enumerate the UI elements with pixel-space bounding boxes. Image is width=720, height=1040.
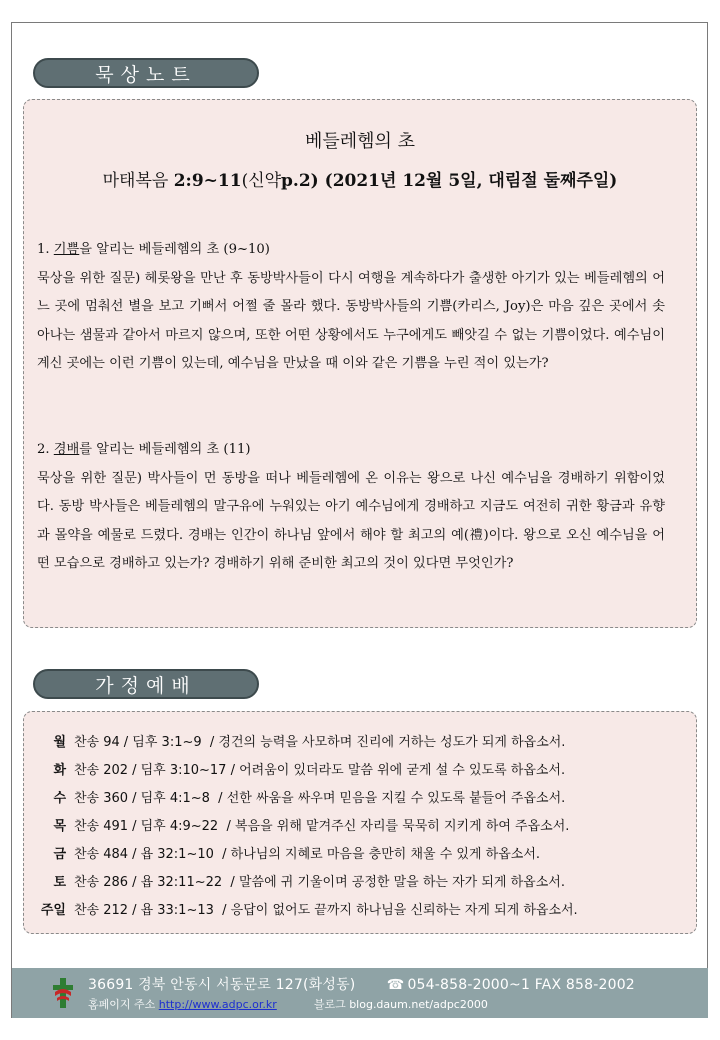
worship-row-thursday	[30, 810, 690, 838]
scripture-ref: / 욥 33:1~13	[132, 902, 214, 918]
subtitle-reference: 2:9~11	[173, 171, 242, 191]
subtitle-page: p.2)	[281, 171, 319, 191]
day-label: 금	[53, 846, 66, 862]
point-2-heading	[37, 436, 665, 465]
point-1-number: 1.	[37, 242, 54, 257]
worship-row-saturday	[30, 866, 690, 894]
scripture-ref: / 딤후 3:1~9	[123, 734, 202, 750]
day-label: 수	[53, 790, 66, 806]
church-address: 36691 경북 안동시 서동문로 127(화성동)	[88, 977, 356, 993]
scripture-ref: / 욥 32:1~10	[132, 846, 214, 862]
point-2-keyword: 경배	[53, 442, 80, 457]
day-label: 목	[53, 818, 66, 834]
fax-number: FAX 858-2002	[534, 977, 635, 993]
hymn-number: 찬송 202	[74, 762, 129, 778]
point-1-keyword: 기쁨	[53, 242, 80, 257]
meditation-subtitle	[23, 166, 697, 191]
hymn-number: 찬송 94	[74, 734, 120, 750]
subtitle-testament: (신약	[241, 171, 282, 191]
hymn-number: 찬송 212	[74, 902, 129, 918]
point-1-body: 묵상을 위한 질문) 헤롯왕을 만난 후 동방박사들이 다시 여행을 계속하다가 출생한 아기가 있는 베들레헴의 어느 곳에 멈춰선 별을 보고 기뻐서 어쩔 줄 몰라 했다. 동방박사들의 기쁨(카리스, Joy)은 마음 깊은 곳에서 솟아나는 샘물과 같아서 마르지 않으며, 또한 어떤 상황에서도 누구에게도 빼앗길 수 없는 기쁨이었다. 예수님이 계신 곳에는 이런 기쁨이 있는데, 예수님을 만났을 때 이와 같은 기쁨을 누린 적이 있는가?	[37, 270, 665, 371]
scripture-ref: / 딤후 3:10~17	[132, 762, 227, 778]
family-worship-schedule	[30, 726, 690, 922]
prayer-text: / 어려움이 있더라도 말씀 위에 굳게 설 수 있도록 하옵소서.	[226, 762, 566, 778]
family-worship-section-label: 가정예배	[95, 674, 197, 697]
prayer-text: / 선한 싸움을 싸우며 믿음을 지킬 수 있도록 붙들어 주옵소서.	[209, 790, 566, 806]
church-footer	[12, 968, 708, 1018]
subtitle-date: (2021년 12월 5일, 대림절 둘째주일)	[318, 171, 618, 191]
point-1-heading	[37, 236, 665, 265]
scripture-ref: / 딤후 4:9~22	[132, 818, 219, 834]
prayer-text: / 하나님의 지혜로 마음을 충만히 채울 수 있게 하옵소서.	[213, 846, 541, 862]
subtitle-book: 마태복음	[102, 171, 174, 191]
day-label: 토	[53, 874, 66, 890]
prayer-text: / 말씀에 귀 기울이며 공정한 말을 하는 자가 되게 하옵소서.	[222, 874, 565, 890]
hymn-number: 찬송 484	[74, 846, 129, 862]
day-label: 화	[53, 762, 66, 778]
day-label: 월	[53, 734, 66, 750]
hymn-number: 찬송 491	[74, 818, 129, 834]
footer-links-line	[88, 996, 488, 1012]
day-label: 주일	[40, 902, 66, 918]
scripture-ref: / 욥 32:11~22	[132, 874, 223, 890]
prayer-text: / 경건의 능력을 사모하며 진리에 거하는 성도가 되게 하옵소서.	[201, 734, 566, 750]
prayer-text: / 응답이 없어도 끝까지 하나님을 신뢰하는 자게 되게 하옵소서.	[213, 902, 578, 918]
phone-icon: ☎	[386, 977, 405, 993]
point-2-body: 묵상을 위한 질문) 박사들이 먼 동방을 떠나 베들레헴에 온 이유는 왕으로 나신 예수님을 경배하기 위함이었다. 동방 박사들은 베들레헴의 말구유에 누워있는 아기 예수님에게 경배하고 지금도 여전히 귀한 황금과 유향과 몰약을 예물로 드렸다. 경배는 인간이 하나님 앞에서 해야 할 최고의 예(禮)이다. 왕으로 오신 예수님을 어떤 모습으로 경배하고 있는가? 경배하기 위해 준비한 최고의 것이 있다면 무엇인가?	[37, 470, 665, 571]
phone-number: 054-858-2000~1	[407, 977, 531, 993]
meditation-section-header	[33, 58, 259, 88]
hymn-number: 찬송 286	[74, 874, 129, 890]
point-1-heading-text: 을 알리는 베들레헴의 초 (9~10)	[79, 242, 270, 257]
worship-row-wednesday	[30, 782, 690, 810]
homepage-link[interactable]: http://www.adpc.or.kr	[158, 998, 277, 1011]
worship-row-friday	[30, 838, 690, 866]
meditation-point-2	[37, 436, 665, 579]
point-2-heading-text: 를 알리는 베들레헴의 초 (11)	[79, 442, 251, 457]
meditation-section-label: 묵상노트	[95, 63, 197, 86]
point-2-number: 2.	[37, 442, 54, 457]
family-worship-section-header	[33, 669, 259, 699]
hymn-number: 찬송 360	[74, 790, 129, 806]
meditation-point-1	[37, 236, 665, 379]
prayer-text: / 복음을 위해 맡겨주신 자리를 묵묵히 지키게 하여 주옵소서.	[218, 818, 570, 834]
worship-row-sunday	[30, 894, 690, 922]
footer-contact-line	[88, 974, 635, 994]
worship-row-tuesday	[30, 754, 690, 782]
blog-link[interactable]: blog.daum.net/adpc2000	[349, 998, 488, 1011]
meditation-title: 베들레헴의 초	[304, 131, 416, 152]
church-cross-logo-icon	[49, 976, 77, 1010]
homepage-label: 홈페이지 주소	[88, 998, 159, 1011]
scripture-ref: / 딤후 4:1~8	[132, 790, 210, 806]
blog-label: 블로그	[313, 998, 350, 1011]
worship-row-monday	[30, 726, 690, 754]
